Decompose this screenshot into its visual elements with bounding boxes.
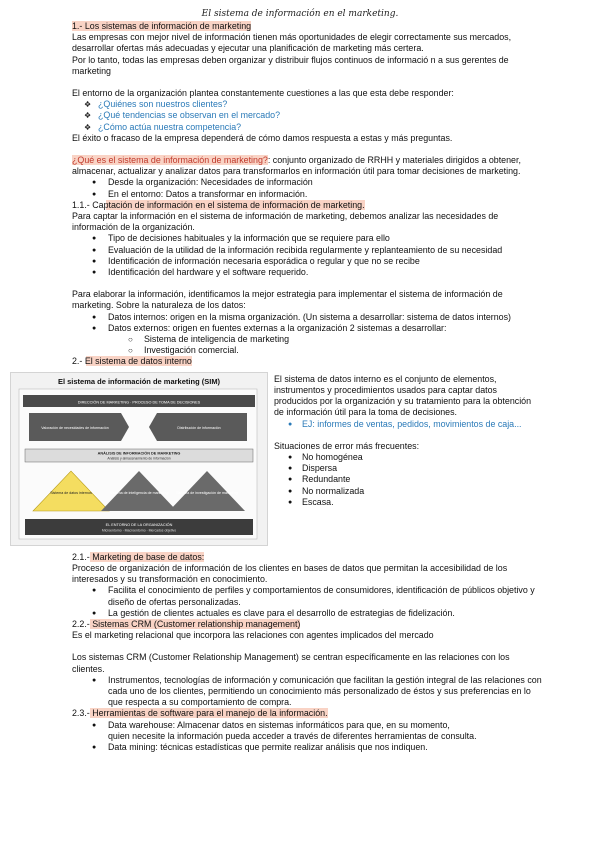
list-item: ● Desde la organización: Necesidades de información bbox=[72, 177, 542, 188]
list-item: ● Instrumentos, tecnologías de información y comunicación que facilitan la gestión integral de las relaciones con cada uno de los clientes, permitiendo un conocimiento más personalizado de éstos y sus preferencias en lo que respecta a su comportamiento de compra. bbox=[72, 675, 542, 709]
diagram-triangle-3-label: Sistema de investigación de marketing bbox=[176, 490, 238, 495]
page-header: El sistema de información en el marketing. bbox=[201, 9, 399, 19]
list-item: ● Dispersa bbox=[274, 463, 540, 474]
paragraph: El éxito o fracaso de la empresa dependerá de cómo damos respuesta a estas y más preguntas. bbox=[72, 132, 453, 143]
section-2-2-title: 2.2.- Sistemas CRM (Customer relationship management) bbox=[72, 618, 301, 629]
paragraph: Es el marketing relacional que incorpora las relaciones con agentes implicados del mercado bbox=[72, 630, 434, 641]
needs-list bbox=[72, 233, 542, 278]
list-item: ● Datos externos: origen en fuentes externas a la organización 2 sistemas a desarrollar: bbox=[72, 323, 542, 334]
diagram-top-bar-label: DIRECCIÓN DE MARKETING · PROCESO DE TOMA DE DECISIONES bbox=[77, 400, 201, 405]
section-1-1-title: 1.1.- Captación de información en el sistema de información de marketing. bbox=[72, 199, 365, 210]
list-item: ❖ ¿Quiénes son nuestros clientes? bbox=[72, 99, 542, 110]
example-list bbox=[274, 419, 540, 430]
diagram-bottom-bar-sublabel: Microentorno · Macroentorno · Mercados objetivo bbox=[101, 528, 177, 533]
software-list bbox=[72, 720, 542, 754]
errors-list bbox=[274, 452, 540, 508]
paragraph: Para captar la información en el sistema de información de marketing, debemos analizar las necesidades de información de la organización. bbox=[72, 211, 499, 233]
crm-list bbox=[72, 675, 542, 709]
list-item: ● Tipo de decisiones habituales y la información que se requiere para ello bbox=[72, 233, 542, 244]
section-2-title: 2.- El sistema de datos interno bbox=[72, 356, 192, 367]
diagram-title: El sistema de información de marketing (SIM) bbox=[57, 376, 221, 386]
diagram-bottom-bar-label: EL ENTORNO DE LA ORGANIZACIÓN bbox=[105, 522, 173, 527]
diagram-triangle-2-label: Sistema de inteligencia de marketing bbox=[109, 490, 169, 495]
section-2-3-title: 2.3.- Herramientas de software para el manejo de la información. bbox=[72, 708, 328, 719]
questions-list bbox=[72, 99, 542, 133]
list-item: ❖ ¿Cómo actúa nuestra competencia? bbox=[72, 122, 542, 133]
sim-diagram bbox=[10, 372, 268, 546]
list-item: ● No normalizada bbox=[274, 486, 540, 497]
paragraph: Las empresas con mejor nivel de información tienen más oportunidades de elegir correctamente sus mercados, desarrollar ofertas más adecuadas y ejecutar una planificación de marketing más certera. bbox=[72, 32, 512, 54]
data-types-list bbox=[72, 312, 542, 334]
paragraph: Los sistemas CRM (Customer Relationship Management) se centran específicamente en las relaciones con los clientes. bbox=[72, 652, 510, 674]
diagram-triangle-1-label: Sistema de datos internos bbox=[50, 490, 92, 495]
list-item: ● Data mining: técnicas estadísticas que permite realizar análisis que nos indiquen. bbox=[72, 742, 542, 753]
diagram-box-left-label: Valoración de necesidades de información bbox=[41, 425, 109, 430]
sim-text bbox=[268, 372, 540, 546]
paragraph: Para elaborar la información, identificamos la mejor estrategia para implementar el sistema de información de marketing. Sobre la naturaleza de los datos: bbox=[72, 289, 503, 311]
db-marketing-list bbox=[72, 585, 542, 619]
list-item: ○ Sistema de inteligencia de marketing bbox=[72, 334, 542, 345]
list-item: ○ Investigación comercial. bbox=[72, 345, 542, 356]
document-body bbox=[41, 21, 542, 753]
sim-section bbox=[10, 372, 542, 546]
sim-diagram-graphic bbox=[11, 387, 267, 545]
list-item: ● Identificación del hardware y el software requerido. bbox=[72, 267, 542, 278]
list-item: ● En el entorno: Datos a transformar en información. bbox=[72, 189, 542, 200]
paragraph: Proceso de organización de información de los clientes en bases de datos que permitan la accesibilidad de los interesados y su transformación en conocimiento. bbox=[72, 562, 508, 585]
errors-title: Situaciones de error más frecuentes: bbox=[274, 440, 420, 451]
paragraph: Por lo tanto, todas las empresas deben organizar y distribuir flujos continuos de informació n a sus gerentes de marketing bbox=[72, 54, 509, 76]
list-item: ● La gestión de clientes actuales es clave para el desarrollo de estrategias de fidelización. bbox=[72, 608, 542, 619]
list-item: ● Identificación de información necesaria esporádica o regular y que no se recibe bbox=[72, 256, 542, 267]
diagram-mid-bar-label: ANÁLISIS DE INFORMACIÓN DE MARKETING bbox=[97, 451, 181, 456]
paragraph: El sistema de datos interno es el conjunto de elementos, instrumentos y procedimientos usados para captar datos producidos por la organización y su tratamiento para la obtención de información útil para la toma de decisiones. bbox=[274, 373, 532, 418]
section-1-title: 1.- Los sistemas de información de marketing bbox=[72, 21, 252, 31]
list-item: ● Redundante bbox=[274, 474, 540, 485]
list-item: ● Escasa. bbox=[274, 497, 540, 508]
paragraph: El entorno de la organización plantea constantemente cuestiones a las que esta debe responder: bbox=[72, 88, 454, 99]
subsystems-list bbox=[72, 334, 542, 356]
list-item: ● Data warehouse: Almacenar datos en sistemas informáticos para que, en su momento, quien necesite la información pueda acceder a través de diferentes herramientas de consulta. bbox=[72, 720, 542, 742]
list-item: ❖ ¿Qué tendencias se observan en el mercado? bbox=[72, 110, 542, 121]
definition: ¿Qué es el sistema de información de marketing?: conjunto organizado de RRHH y materiales dirigidos a obtener, almacenar, actualizar y analizar datos para transformarlos en información útil para tomar decisiones de marketing. bbox=[72, 155, 521, 177]
list-item: ● No homogénea bbox=[274, 452, 540, 463]
list-item: ● EJ: informes de ventas, pedidos, movimientos de caja... bbox=[274, 419, 540, 430]
section-2-1-title: 2.1.- Marketing de base de datos: bbox=[72, 551, 205, 562]
list-item: ● Datos internos: origen en la misma organización. (Un sistema a desarrollar: sistema de datos internos) bbox=[72, 312, 542, 323]
list-item: ● Evaluación de la utilidad de la información recibida regularmente y replanteamiento de su necesidad bbox=[72, 245, 542, 256]
diagram-mid-bar-sublabel: Análisis y almacenamiento de información bbox=[107, 456, 171, 461]
definition-list bbox=[72, 177, 542, 199]
diagram-box-right-label: Distribución de información bbox=[177, 425, 221, 430]
list-item: ● Facilita el conocimiento de perfiles y comportamientos de consumidores, identificación de públicos objetivo y diseño de ofertas personalizadas. bbox=[72, 585, 542, 607]
